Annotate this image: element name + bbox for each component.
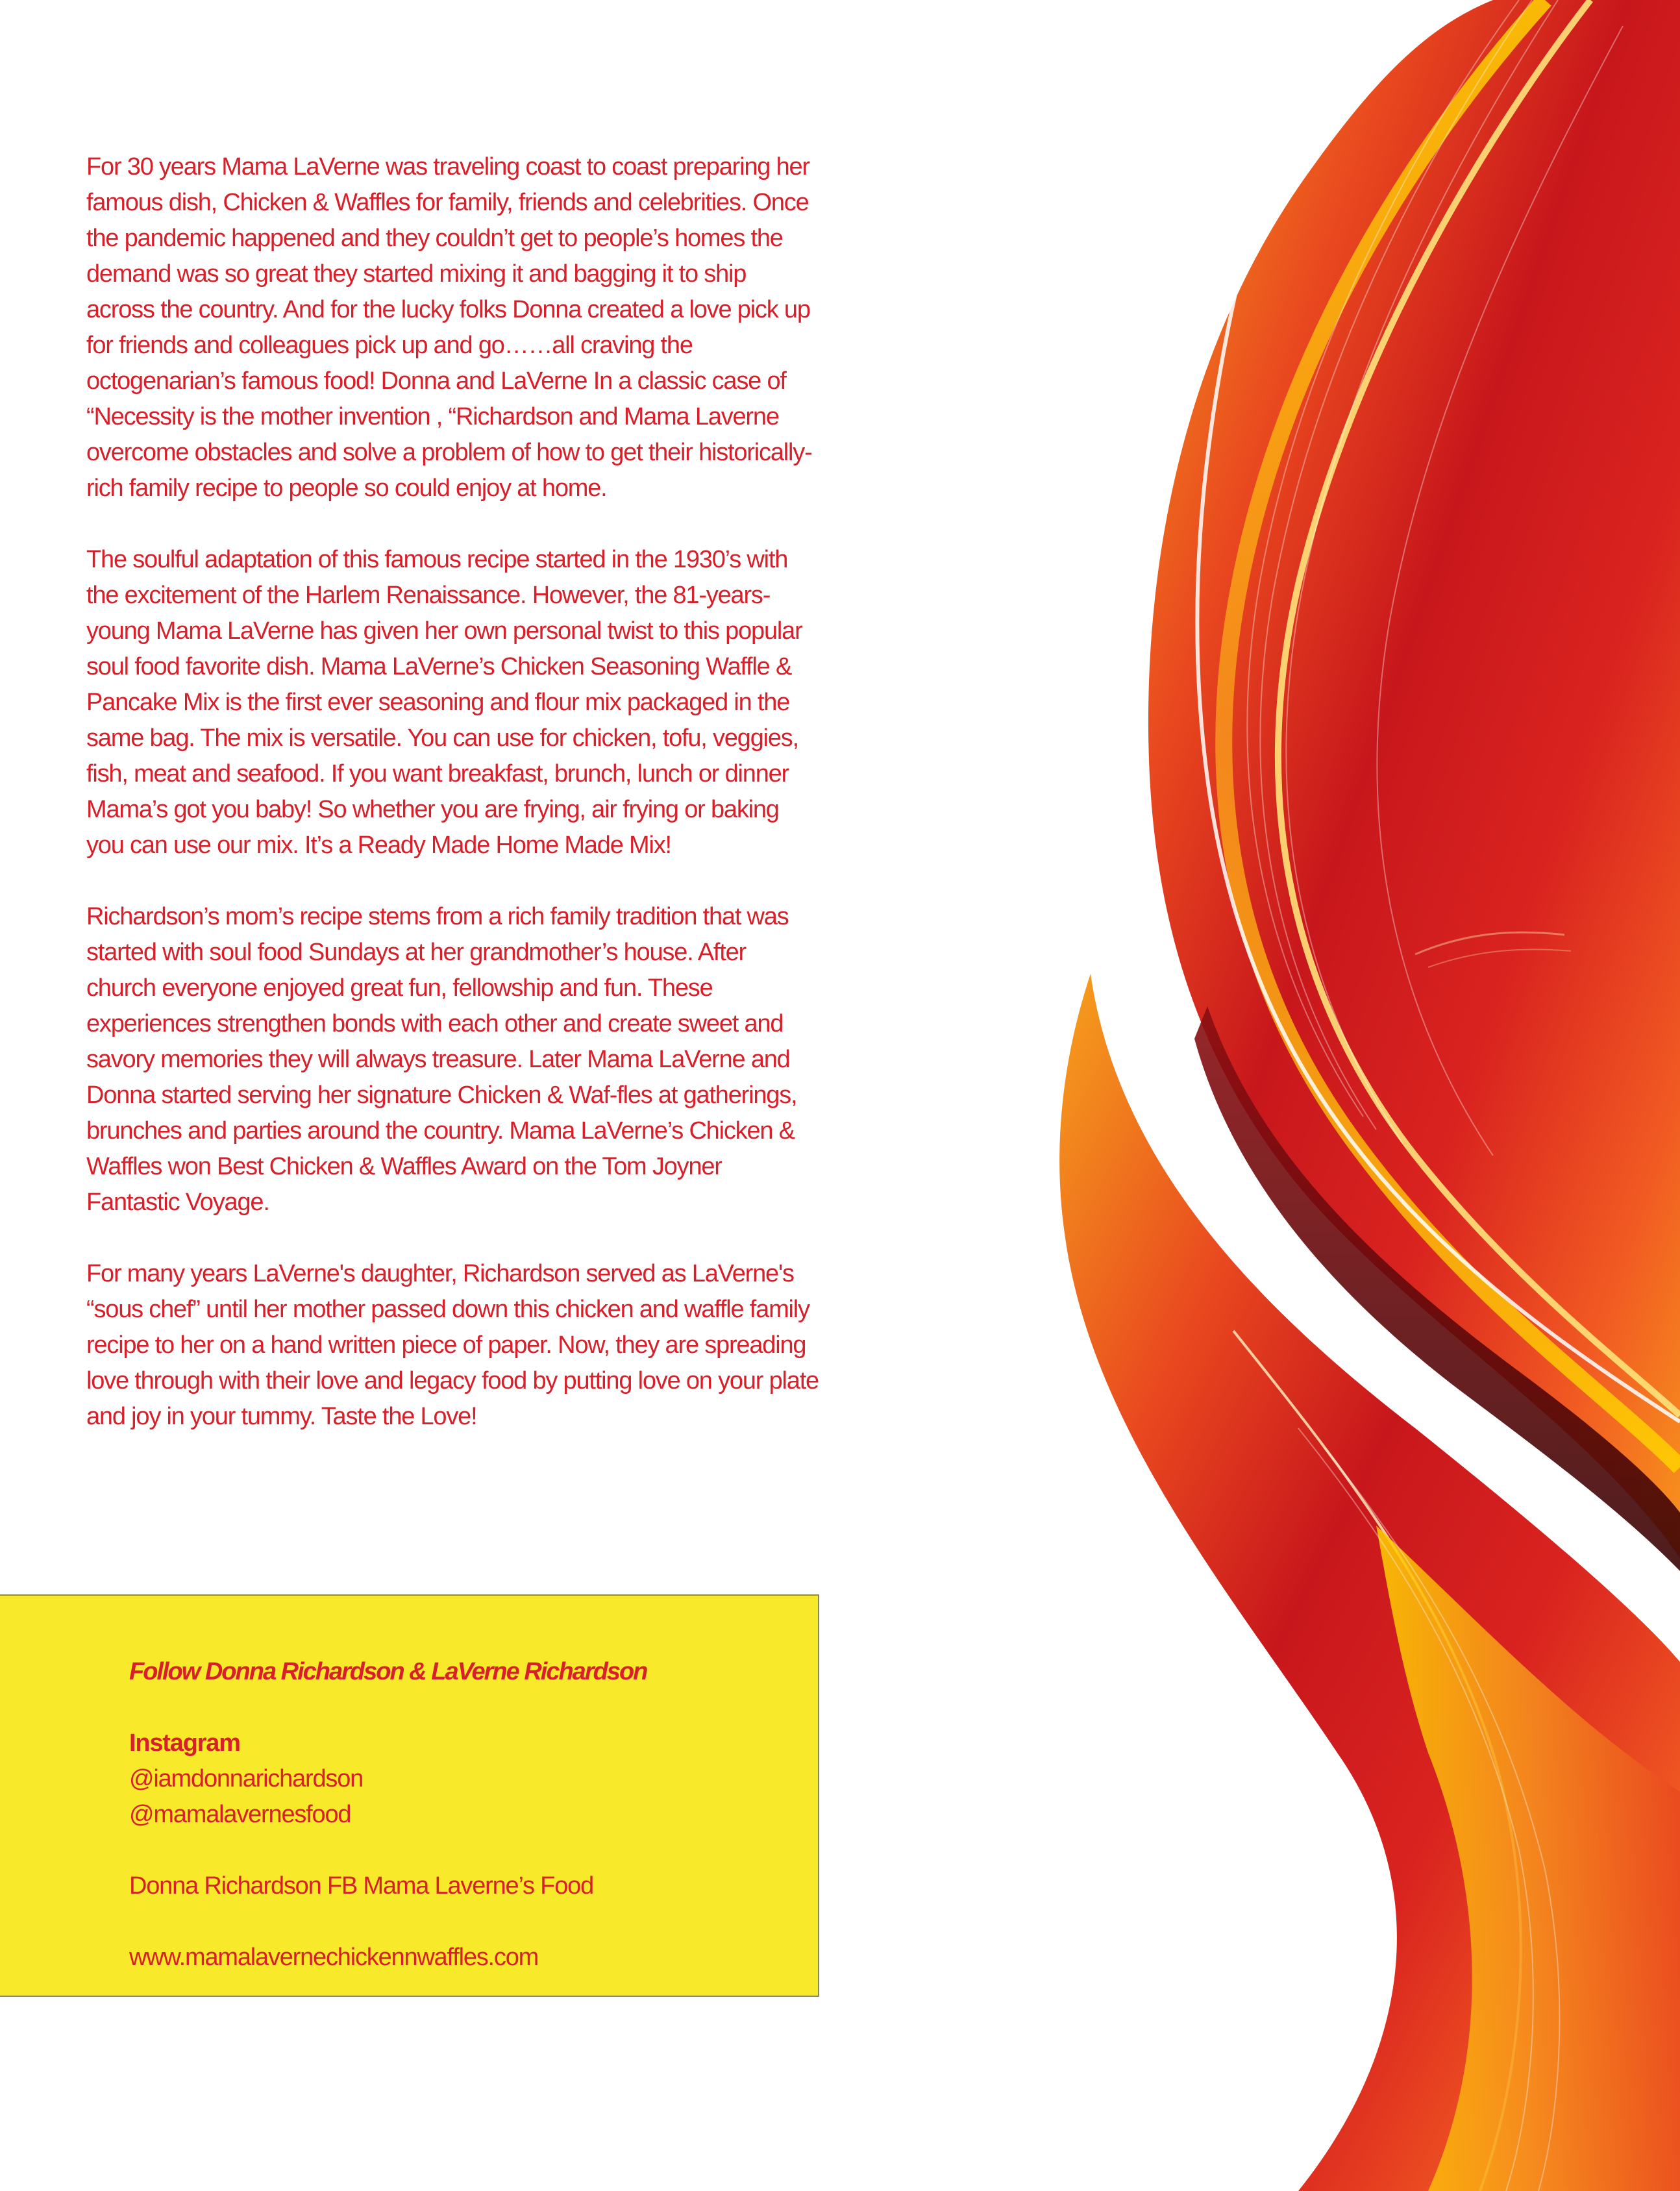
spacer: [129, 1904, 804, 1940]
article-paragraph: For many years LaVerne's daughter, Richardson served as LaVerne's “sous chef” until her mother passed down this chicken and waffle family recipe to her on a hand written piece of paper. Now, they are spreading love through with their love and legacy food by putting love on your plate and joy in your tummy. Taste the Love!: [86, 1260, 819, 1430]
facebook-line[interactable]: Donna Richardson FB Mama Laverne’s Food: [129, 1872, 593, 1900]
article-paragraph: For 30 years Mama LaVerne was traveling coast to coast preparing her famous dish, Chicken & Waffles for family, friends and celebrities. Once the pandemic happened and they couldn’t get to people’s homes the demand was so great they started mixing it and bagging it to ship across the country. And for the lucky folks Donna created a love pick up for friends and colleagues pick up and go……all craving the octogenarian’s famous food! Donna and LaVerne In a classic case of “Necessity is the mother invention , “Richardson and Mama Laverne overcome obstacles and solve a problem of how to get their historically-rich family recipe to people so could enjoy at home.: [86, 153, 812, 502]
instagram-label: Instagram: [129, 1729, 240, 1757]
article-paragraph: Richardson’s mom’s recipe stems from a rich family tradition that was started with soul food Sundays at her grandmother’s house. After church everyone enjoyed great fun, fellowship and fun. These experiences strengthen bonds with each other and create sweet and savory memories they will always treasure. Later Mama LaVerne and Donna started serving her signature Chicken & Waf-fles at gatherings, brunches and parties around the country. Mama LaVerne’s Chicken & Waffles won Best Chicken & Waffles Award on the Tom Joyner Fantastic Voyage.: [86, 903, 797, 1216]
spacer: [129, 1690, 804, 1726]
article-paragraph: The soulful adaptation of this famous recipe started in the 1930’s with the excitement of the Harlem Renaissance. However, the 81-years-young Mama LaVerne has given her own personal twist to this popular soul food favorite dish. Mama LaVerne’s Chicken Seasoning Waffle & Pancake Mix is the first ever seasoning and flour mix packaged in the same bag. The mix is versatile. You can use for chicken, tofu, veggies, fish, meat and seafood. If you want breakfast, brunch, lunch or dinner Mama’s got you baby! So whether you are frying, air frying or baking you can use our mix. It’s a Ready Made Home Made Mix!: [86, 546, 802, 859]
social-follow-box: [0, 1594, 819, 1997]
spacer: [129, 1833, 804, 1868]
instagram-handle-mama-laverne[interactable]: @mamalavernesfood: [129, 1801, 351, 1828]
flame-swirl-graphic: [844, 0, 1680, 2191]
follow-heading: Follow Donna Richardson & LaVerne Richardson: [129, 1658, 647, 1685]
article-body: [86, 149, 820, 1470]
website-link[interactable]: www.mamalavernechickennwaffles.com: [129, 1944, 539, 1971]
social-follow-content: [129, 1654, 804, 1975]
instagram-handle-donna[interactable]: @iamdonnarichardson: [129, 1765, 364, 1792]
